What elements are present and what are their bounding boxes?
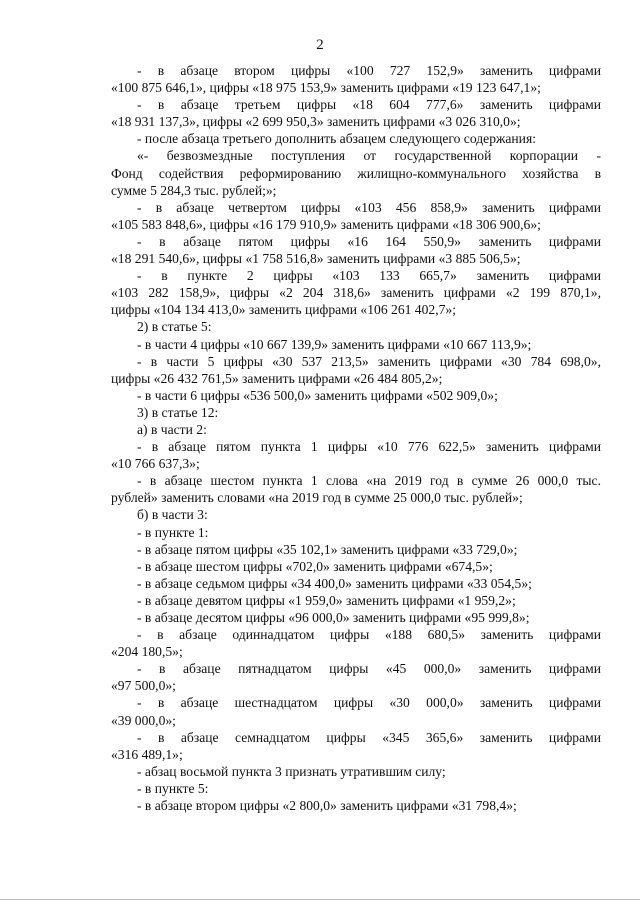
text-line: цифры «26 432 761,5» заменить цифрами «26 484 805,2»;	[111, 370, 443, 386]
paragraph	[111, 575, 601, 592]
text-line: а) в части 2:	[137, 421, 207, 437]
text-line: - в пункте 2 цифры «103 133 665,7» заменить цифрами	[137, 268, 601, 284]
page-bottom-edge	[0, 899, 640, 900]
text-line: - в абзаце седьмом цифры «34 400,0» заменить цифрами «33 054,5»;	[137, 575, 532, 591]
text-line: «103 282 158,9», цифры «2 204 318,6» заменить цифрами «2 199 870,1»,	[111, 285, 601, 301]
text-line: Фонд содействия реформированию жилищно-коммунального хозяйства в	[111, 165, 601, 181]
paragraph	[111, 541, 601, 558]
text-line: - в абзаце третьем цифры «18 604 777,6» заменить цифрами	[137, 97, 601, 113]
text-line: - в абзаце пятнадцатом цифры «45 000,0» заменить цифрами	[137, 661, 601, 677]
paragraph	[111, 729, 601, 763]
paragraph	[111, 336, 601, 353]
paragraph	[111, 438, 601, 472]
paragraph	[111, 130, 601, 147]
paragraph	[111, 763, 601, 780]
text-line: - в абзаце семнадцатом цифры «345 365,6» заменить цифрами	[137, 729, 601, 745]
paragraph	[111, 353, 601, 387]
paragraph	[111, 797, 601, 814]
text-line: «100 875 646,1», цифры «18 975 153,9» заменить цифрами «19 123 647,1»;	[111, 80, 541, 96]
paragraph	[111, 62, 601, 96]
paragraph	[111, 780, 601, 797]
text-line: - в абзаце пятом цифры «16 164 550,9» заменить цифрами	[137, 233, 601, 249]
text-line: рублей» заменить словами «на 2019 год в сумме 25 000,0 тыс. рублей»;	[111, 490, 523, 506]
text-line: - после абзаца третьего дополнить абзацем следующего содержания:	[137, 131, 536, 147]
paragraph	[111, 147, 601, 198]
paragraph	[111, 387, 601, 404]
text-line: - в пункте 5:	[137, 780, 209, 796]
text-line: «97 500,0»;	[111, 678, 176, 694]
paragraph	[111, 421, 601, 438]
text-line: - абзац восьмой пункта 3 признать утратившим силу;	[137, 763, 446, 779]
text-line: - в абзаце втором цифры «2 800,0» заменить цифрами «31 798,4»;	[137, 798, 517, 814]
text-line: сумме 5 284,3 тыс. рублей;»;	[111, 182, 277, 198]
text-line: - в части 4 цифры «10 667 139,9» заменить цифрами «10 667 113,9»;	[137, 336, 532, 352]
paragraph	[111, 472, 601, 506]
text-line: «39 000,0»;	[111, 712, 176, 728]
text-line: - в абзаце одиннадцатом цифры «188 680,5» заменить цифрами	[137, 627, 601, 643]
text-line: «10 766 637,3»;	[111, 456, 200, 472]
text-line: - в части 5 цифры «30 537 213,5» заменить цифрами «30 784 698,0»,	[137, 353, 601, 369]
paragraph	[111, 524, 601, 541]
paragraph	[111, 558, 601, 575]
paragraph	[111, 660, 601, 694]
text-line: - в пункте 1:	[137, 524, 209, 540]
text-line: - в абзаце пятом цифры «35 102,1» заменить цифрами «33 729,0»;	[137, 541, 518, 557]
text-line: - в абзаце пятом пункта 1 цифры «10 776 622,5» заменить цифрами	[137, 439, 601, 455]
text-line: «- безвозмездные поступления от государственной корпорации -	[137, 148, 601, 164]
text-line: - в абзаце втором цифры «100 727 152,9» заменить цифрами	[137, 63, 601, 78]
paragraph	[111, 267, 601, 318]
paragraph	[111, 506, 601, 523]
text-line: - в абзаце десятом цифры «96 000,0» заменить цифрами «95 999,8»;	[137, 610, 530, 625]
text-line: б) в части 3:	[137, 507, 208, 523]
page-number: 2	[316, 37, 324, 53]
paragraph	[111, 318, 601, 335]
paragraph	[111, 96, 601, 130]
paragraph	[111, 592, 601, 609]
paragraph	[111, 233, 601, 267]
text-line: «204 180,5»;	[111, 644, 183, 660]
text-line: 3) в статье 12:	[137, 404, 219, 420]
text-line: - в абзаце шестом пункта 1 слова «на 2019 год в сумме 26 000,0 тыс.	[137, 473, 601, 489]
text-line: «316 489,1»;	[111, 746, 183, 762]
document-body	[111, 62, 601, 814]
paragraph	[111, 199, 601, 233]
paragraph	[111, 694, 601, 728]
paragraph	[111, 609, 601, 626]
text-line: «18 291 540,6», цифры «1 758 516,8» заменить цифрами «3 885 506,5»;	[111, 251, 521, 267]
text-line: «105 583 848,6», цифры «16 179 910,9» заменить цифрами «18 306 900,6»;	[111, 216, 541, 232]
text-line: - в абзаце шестнадцатом цифры «30 000,0» заменить цифрами	[137, 695, 601, 711]
text-line: цифры «104 134 413,0» заменить цифрами «106 261 402,7»;	[111, 302, 456, 318]
text-line: «18 931 137,3», цифры «2 699 950,3» заменить цифрами «3 026 310,0»;	[111, 114, 521, 130]
text-line: - в абзаце девятом цифры «1 959,0» заменить цифрами «1 959,2»;	[137, 592, 516, 608]
text-line: - в абзаце четвертом цифры «103 456 858,9» заменить цифрами	[137, 199, 601, 215]
paragraph	[111, 626, 601, 660]
paragraph	[111, 404, 601, 421]
text-line: - в абзаце шестом цифры «702,0» заменить цифрами «674,5»;	[137, 558, 493, 574]
text-line: - в части 6 цифры «536 500,0» заменить цифрами «502 909,0»;	[137, 387, 498, 403]
text-line: 2) в статье 5:	[137, 319, 212, 335]
